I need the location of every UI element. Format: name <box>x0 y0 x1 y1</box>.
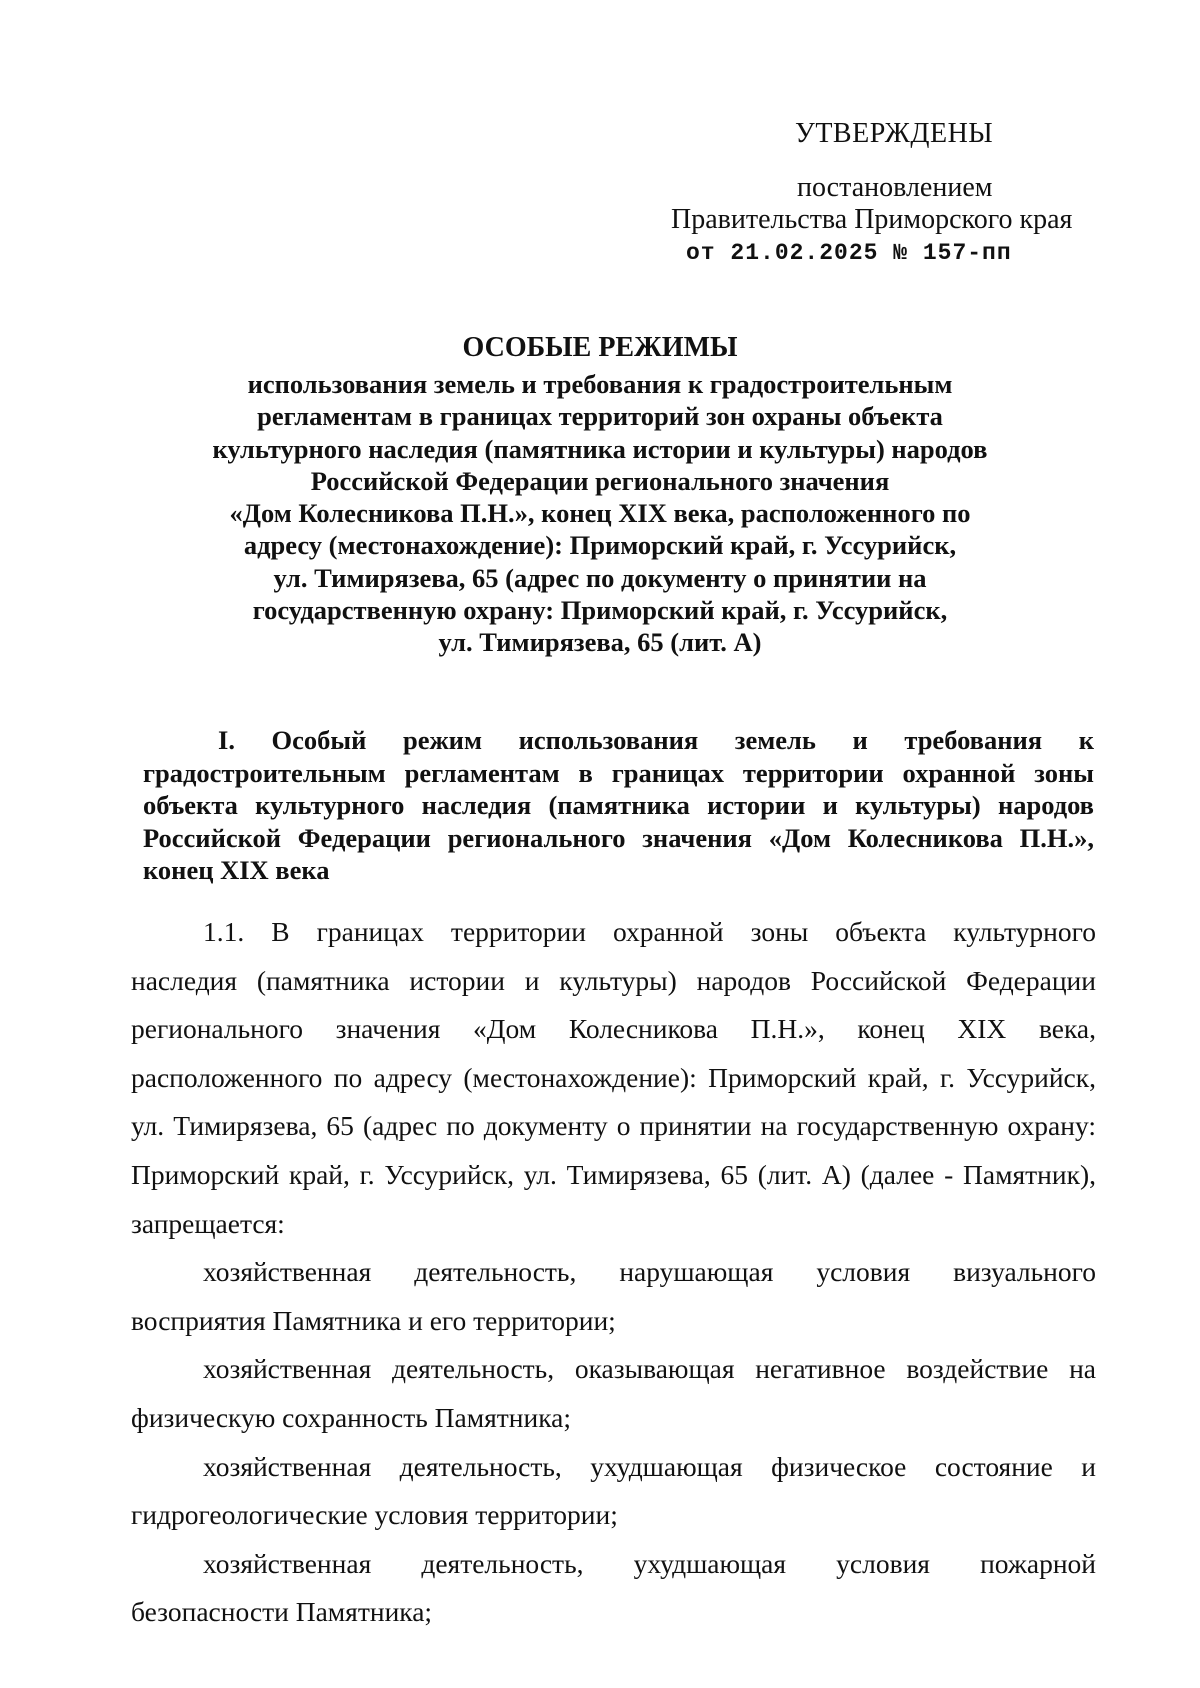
paragraph-line: хозяйственная деятельность, ухудшающая физическое состояние и <box>203 1450 1096 1482</box>
document-title: ОСОБЫЕ РЕЖИМЫ <box>462 332 738 363</box>
paragraph-line: регионального значения «Дом Колесникова П.Н.», конец XIX века, <box>131 1013 1096 1045</box>
approval-date-number: от 21.02.2025 № 157-пп <box>686 240 1012 266</box>
paragraph-line: физическую сохранность Памятника; <box>131 1401 572 1433</box>
subtitle-line: «Дом Колесникова П.Н.», конец XIX века, расположенного по <box>229 498 971 529</box>
subtitle-line: Российской Федерации регионального значения <box>310 465 890 496</box>
subtitle-line: регламентам в границах территорий зон охраны объекта <box>257 401 943 432</box>
document-subtitle <box>200 368 1000 659</box>
section-heading-line: градостроительным регламентам в границах территории охранной зоны <box>143 757 1094 788</box>
subtitle-line: культурного наследия (памятника истории и культуры) народов <box>212 433 988 464</box>
section-heading-line: I. Особый режим использования земель и требования к <box>218 725 1094 755</box>
subtitle-line: адресу (местонахождение): Приморский край, г. Уссурийск, <box>243 530 957 561</box>
paragraph-1-1 <box>131 908 1096 1248</box>
paragraph-line: хозяйственная деятельность, ухудшающая условия пожарной <box>203 1547 1096 1579</box>
paragraph-line: запрещается: <box>131 1207 285 1239</box>
paragraph-line: гидрогеологические условия территории; <box>131 1499 618 1531</box>
paragraph-line: 1.1. В границах территории охранной зоны объекта культурного <box>203 916 1096 947</box>
section-heading-line: конец XIX века <box>143 855 330 885</box>
section-heading-line: Российской Федерации регионального значения «Дом Колесникова П.Н.», <box>143 822 1094 853</box>
subtitle-line: ул. Тимирязева, 65 (лит. А) <box>438 627 762 658</box>
section-heading-line: объекта культурного наследия (памятника истории и культуры) народов <box>143 790 1094 820</box>
paragraph-line: наследия (памятника истории и культуры) народов Российской Федерации <box>131 964 1096 996</box>
subtitle-line: ул. Тимирязева, 65 (адрес по документу о принятии на <box>273 562 927 593</box>
section-heading <box>143 724 1094 887</box>
approval-government-line: Правительства Приморского края <box>671 204 1073 235</box>
body-text <box>131 908 1096 1637</box>
approval-resolution-line: постановлением <box>797 172 993 203</box>
paragraph-line: Приморский край, г. Уссурийск, ул. Тимирязева, 65 (лит. А) (далее - Памятник), <box>131 1158 1096 1190</box>
paragraph-line: ул. Тимирязева, 65 (адрес по документу о принятии на государственную охрану: <box>131 1110 1096 1142</box>
approved-heading: УТВЕРЖДЕНЫ <box>795 118 994 149</box>
subtitle-line: использования земель и требования к градостроительным <box>247 369 953 399</box>
prohibition-item <box>131 1345 1096 1442</box>
prohibition-item <box>131 1248 1096 1345</box>
paragraph-line: безопасности Памятника; <box>131 1596 433 1628</box>
paragraph-line: хозяйственная деятельность, нарушающая условия визуального <box>203 1256 1096 1288</box>
prohibition-item <box>131 1540 1096 1637</box>
subtitle-line: государственную охрану: Приморский край, г. Уссурийск, <box>252 595 948 626</box>
paragraph-line: расположенного по адресу (местонахождение): Приморский край, г. Уссурийск, <box>131 1061 1096 1093</box>
paragraph-line: восприятия Памятника и его территории; <box>131 1304 616 1336</box>
paragraph-line: хозяйственная деятельность, оказывающая негативное воздействие на <box>203 1353 1096 1385</box>
prohibition-item <box>131 1443 1096 1540</box>
